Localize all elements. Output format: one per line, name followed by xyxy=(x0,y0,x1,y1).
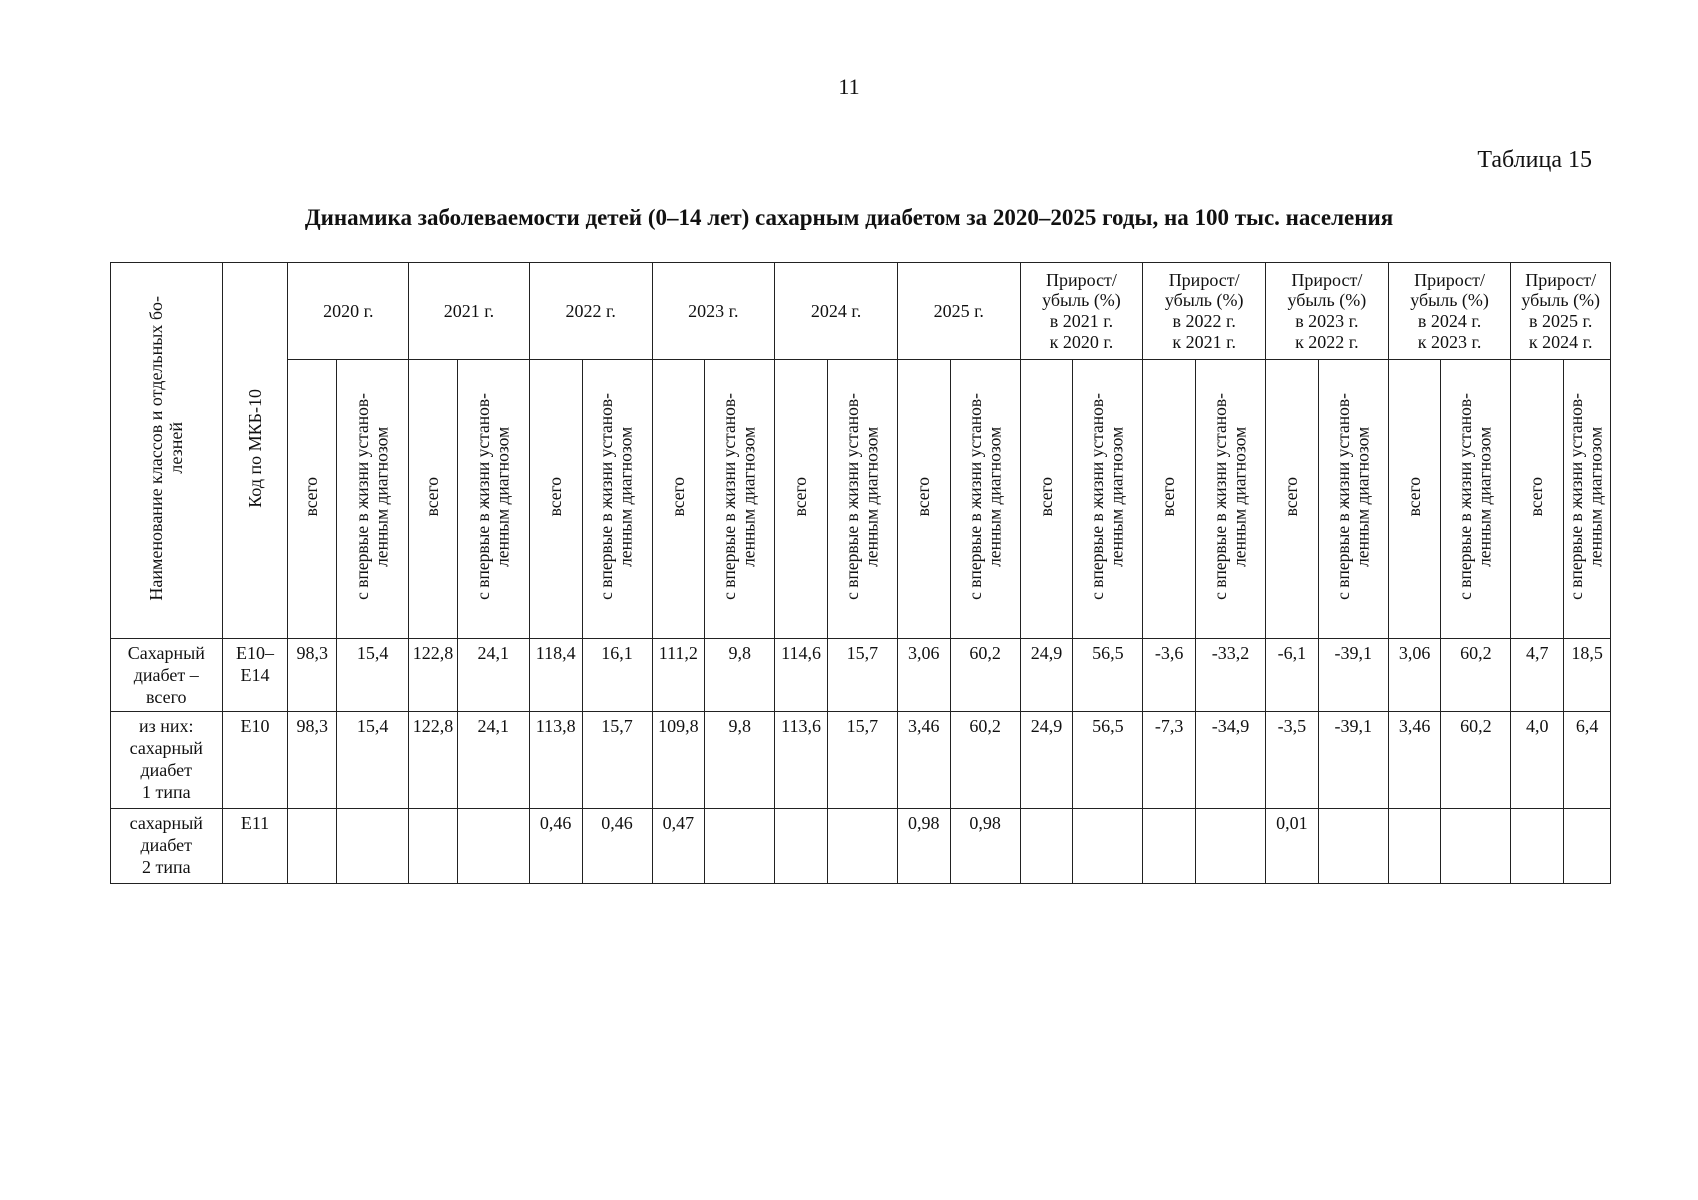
header-sub-total: всего xyxy=(288,360,337,639)
table-cell: 0,98 xyxy=(950,809,1020,884)
table-cell: 0,98 xyxy=(897,809,950,884)
table-cell: 15,4 xyxy=(337,639,409,712)
header-sub-new-diagnosis: с впервые в жизни установ- ленным диагнозом xyxy=(827,360,897,639)
table-cell: 113,8 xyxy=(529,712,582,809)
row-code: Е10 xyxy=(222,712,288,809)
header-year-6: 2025 г. xyxy=(897,263,1020,360)
header-sub-total: всего xyxy=(1020,360,1073,639)
table-cell xyxy=(457,809,529,884)
table-cell: 4,7 xyxy=(1511,639,1564,712)
table-cell: 15,7 xyxy=(582,712,652,809)
table-cell: 3,06 xyxy=(897,639,950,712)
table-cell xyxy=(827,809,897,884)
table-cell: -33,2 xyxy=(1196,639,1266,712)
header-name-column: Наименование классов и отдельных бо- лезней xyxy=(111,263,223,639)
table-row xyxy=(111,712,1611,809)
table-cell: 9,8 xyxy=(705,639,775,712)
row-code: Е11 xyxy=(222,809,288,884)
header-sub-new-diagnosis: с впервые в жизни установ- ленным диагнозом xyxy=(1073,360,1143,639)
table-cell: 3,06 xyxy=(1388,639,1441,712)
table-cell: 113,6 xyxy=(775,712,828,809)
table-cell: 18,5 xyxy=(1564,639,1611,712)
header-sub-new-diagnosis: с впервые в жизни установ- ленным диагнозом xyxy=(457,360,529,639)
header-sub-total: всего xyxy=(897,360,950,639)
table-cell: -39,1 xyxy=(1318,712,1388,809)
header-sub-new-diagnosis: с впервые в жизни установ- ленным диагнозом xyxy=(705,360,775,639)
header-growth-4: Прирост/ убыль (%) в 2024 г. к 2023 г. xyxy=(1388,263,1511,360)
table-cell: 56,5 xyxy=(1073,712,1143,809)
table-cell: 111,2 xyxy=(652,639,705,712)
table-title: Динамика заболеваемости детей (0–14 лет) сахарным диабетом за 2020–2025 годы, на 100 тыс. населения xyxy=(304,205,1394,230)
table-cell xyxy=(775,809,828,884)
table-cell: 24,1 xyxy=(457,639,529,712)
header-sub-new-diagnosis: с впервые в жизни установ- ленным диагнозом xyxy=(1564,360,1611,639)
table-cell: 98,3 xyxy=(288,639,337,712)
table-cell: 3,46 xyxy=(897,712,950,809)
header-growth-3: Прирост/ убыль (%) в 2023 г. к 2022 г. xyxy=(1266,263,1389,360)
table-cell xyxy=(1196,809,1266,884)
row-name: Сахарный диабет – всего xyxy=(111,639,223,712)
table-cell: 122,8 xyxy=(409,712,458,809)
page-number: 11 xyxy=(838,74,860,99)
table-cell xyxy=(1318,809,1388,884)
table-cell: 60,2 xyxy=(1441,712,1511,809)
table-cell: 122,8 xyxy=(409,639,458,712)
table-cell: -3,6 xyxy=(1143,639,1196,712)
header-sub-total: всего xyxy=(775,360,828,639)
header-code-column: Код по МКБ-10 xyxy=(222,263,288,639)
table-row xyxy=(111,639,1611,712)
table-cell: -39,1 xyxy=(1318,639,1388,712)
table-cell xyxy=(1073,809,1143,884)
morbidity-table xyxy=(110,262,1611,884)
table-cell xyxy=(1143,809,1196,884)
header-sub-new-diagnosis: с впервые в жизни установ- ленным диагнозом xyxy=(1441,360,1511,639)
table-cell: 15,7 xyxy=(827,712,897,809)
table-label: Таблица 15 xyxy=(1477,147,1592,173)
table-cell xyxy=(337,809,409,884)
table-cell: 9,8 xyxy=(705,712,775,809)
table-cell: 16,1 xyxy=(582,639,652,712)
header-sub-new-diagnosis: с впервые в жизни установ- ленным диагнозом xyxy=(1318,360,1388,639)
header-sub-total: всего xyxy=(1511,360,1564,639)
table-row xyxy=(111,809,1611,884)
row-code: Е10– Е14 xyxy=(222,639,288,712)
header-year-3: 2022 г. xyxy=(529,263,652,360)
table-cell xyxy=(1511,809,1564,884)
header-sub-total: всего xyxy=(1266,360,1319,639)
header-growth-2: Прирост/ убыль (%) в 2022 г. к 2021 г. xyxy=(1143,263,1266,360)
table-cell: -7,3 xyxy=(1143,712,1196,809)
header-year-1: 2020 г. xyxy=(288,263,409,360)
table-cell: 0,46 xyxy=(582,809,652,884)
header-year-4: 2023 г. xyxy=(652,263,775,360)
table-cell: 60,2 xyxy=(950,712,1020,809)
table-cell: 4,0 xyxy=(1511,712,1564,809)
header-year-2: 2021 г. xyxy=(409,263,530,360)
table-cell: 24,9 xyxy=(1020,712,1073,809)
table-cell: 6,4 xyxy=(1564,712,1611,809)
header-year-5: 2024 г. xyxy=(775,263,898,360)
table-cell: 60,2 xyxy=(1441,639,1511,712)
table-cell: -6,1 xyxy=(1266,639,1319,712)
table-cell: -3,5 xyxy=(1266,712,1319,809)
header-sub-total: всего xyxy=(529,360,582,639)
header-sub-new-diagnosis: с впервые в жизни установ- ленным диагнозом xyxy=(582,360,652,639)
table-cell: 0,47 xyxy=(652,809,705,884)
table-cell: 15,7 xyxy=(827,639,897,712)
table-cell xyxy=(1388,809,1441,884)
table-cell: 0,46 xyxy=(529,809,582,884)
table-cell xyxy=(1441,809,1511,884)
header-sub-total: всего xyxy=(1388,360,1441,639)
table-cell xyxy=(1020,809,1073,884)
header-sub-new-diagnosis: с впервые в жизни установ- ленным диагнозом xyxy=(337,360,409,639)
header-sub-total: всего xyxy=(1143,360,1196,639)
table-cell xyxy=(705,809,775,884)
table-cell: 60,2 xyxy=(950,639,1020,712)
table-cell: -34,9 xyxy=(1196,712,1266,809)
table-cell: 114,6 xyxy=(775,639,828,712)
header-growth-5: Прирост/ убыль (%) в 2025 г. к 2024 г. xyxy=(1511,263,1611,360)
table-cell: 24,1 xyxy=(457,712,529,809)
table-cell: 0,01 xyxy=(1266,809,1319,884)
header-growth-1: Прирост/ убыль (%) в 2021 г. к 2020 г. xyxy=(1020,263,1143,360)
table-cell xyxy=(409,809,458,884)
table-cell xyxy=(1564,809,1611,884)
header-sub-new-diagnosis: с впервые в жизни установ- ленным диагнозом xyxy=(1196,360,1266,639)
table-cell xyxy=(288,809,337,884)
table-cell: 24,9 xyxy=(1020,639,1073,712)
header-sub-new-diagnosis: с впервые в жизни установ- ленным диагнозом xyxy=(950,360,1020,639)
row-name: сахарный диабет 2 типа xyxy=(111,809,223,884)
table-cell: 109,8 xyxy=(652,712,705,809)
row-name: из них: сахарный диабет 1 типа xyxy=(111,712,223,809)
header-sub-total: всего xyxy=(409,360,458,639)
header-sub-total: всего xyxy=(652,360,705,639)
table-cell: 15,4 xyxy=(337,712,409,809)
table-cell: 118,4 xyxy=(529,639,582,712)
table-cell: 98,3 xyxy=(288,712,337,809)
table-cell: 3,46 xyxy=(1388,712,1441,809)
table-cell: 56,5 xyxy=(1073,639,1143,712)
